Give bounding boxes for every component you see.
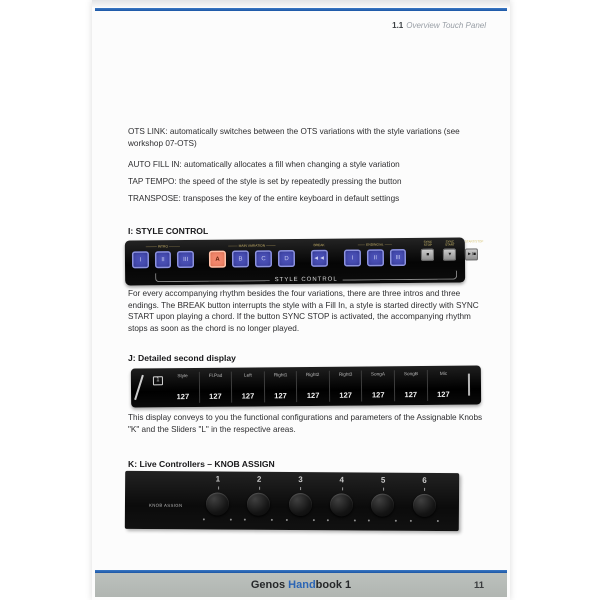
break-button: ◄◄ (311, 250, 328, 267)
channel-name: Right1 (273, 373, 288, 378)
top-divider (95, 8, 507, 11)
display-channels (167, 370, 459, 404)
footer-title-part2: Hand (288, 579, 316, 591)
start-stop-unit (464, 240, 484, 260)
knob-2 (247, 493, 270, 516)
sync-stop-unit (420, 241, 435, 261)
intro-group-label: INTRO (146, 245, 180, 249)
channel-songb (394, 370, 427, 401)
main-variation-button-d: D (278, 250, 295, 267)
knob-number: 4 (339, 475, 345, 485)
second-display-photo (131, 365, 481, 407)
knob-1 (206, 492, 229, 515)
intro-button-3: III (177, 251, 194, 268)
sync-stop-icon: ■ (426, 252, 430, 258)
ending-button-3: III (390, 249, 407, 266)
knob-units (197, 474, 445, 531)
channel-flpad (198, 372, 231, 403)
knob-number: 5 (380, 475, 386, 485)
start-stop-button (465, 248, 478, 260)
knob-number: 1 (215, 474, 221, 484)
channel-name: Mic (439, 371, 447, 377)
sync-start-icon: ▼ (447, 252, 453, 258)
knob-unit-4 (321, 475, 363, 530)
intro-buttons (132, 251, 194, 269)
section-title: Overview Touch Panel (406, 21, 486, 30)
sync-stop-label: SYNC STOP (423, 240, 432, 247)
ending-button-1: I (344, 249, 361, 266)
channel-right2 (296, 371, 329, 402)
channel-value: 127 (306, 390, 320, 400)
style-control-bracket (155, 271, 457, 283)
channel-name: SongB (403, 372, 418, 377)
scanned-page (92, 0, 510, 600)
channel-value: 127 (241, 391, 255, 401)
heading-second-display: J: Detailed second display (128, 353, 236, 363)
start-stop-icon: ►/■ (467, 252, 477, 257)
paragraph-ots-link: OTS LINK: automatically switches between the OTS variations with the style variations (see workshop 07-OTS) (128, 127, 460, 148)
channel-value: 127 (176, 392, 190, 402)
section-number: 1.1 (392, 21, 404, 30)
main-variation-button-b: B (232, 250, 249, 267)
intro-button-1: I (132, 251, 149, 268)
ending-group-label: ENDING/rit. (358, 243, 392, 247)
sync-start-unit (442, 241, 457, 261)
style-control-panel-photo (125, 238, 484, 286)
knob-number: 2 (256, 474, 262, 484)
main-variation-buttons (209, 250, 295, 268)
ending-group (344, 241, 406, 267)
knob-assign-label: KNOB ASSIGN (148, 503, 183, 509)
ending-buttons (344, 249, 406, 267)
paragraph-auto-fill: AUTO FILL IN: automatically allocates a fill when changing a style variation (128, 160, 400, 169)
intro-button-2: II (155, 251, 172, 268)
sync-stop-button (421, 249, 434, 261)
knob-3 (289, 493, 312, 516)
channel-value: 127 (371, 390, 385, 400)
channel-name: Right3 (338, 372, 353, 378)
channel-right3 (329, 371, 362, 402)
channel-value: 127 (339, 390, 352, 400)
knob-unit-1 (197, 474, 239, 529)
sync-start-label: SYNC START (444, 240, 455, 247)
channel-songa (361, 370, 394, 401)
paragraph-display-desc: This display conveys to you the functional configurations and parameters of the Assignable Knobs "K" and the Sliders "L" in the respective areas. (128, 413, 483, 434)
channel-right1 (264, 371, 297, 402)
balance-icon: 1 (153, 376, 163, 385)
transport-group (420, 240, 484, 261)
knob-assign-panel-photo (125, 471, 459, 531)
knob-number: 6 (422, 475, 427, 485)
knob-4 (330, 493, 353, 516)
footer-book-title (95, 579, 507, 591)
channel-value: 127 (209, 391, 222, 401)
footer-title-part1: Genos (250, 579, 289, 591)
main-variation-button-c: C (255, 250, 272, 267)
paragraph-style-control-desc: For every accompanying rhythm besides the four variations, there are three intros and three endings. The BREAK button interrupts the style with a Fill In, a style is started directly with SYNC START upon playing a chord. If the button SYNC STOP is activated, the accompanying rhythm stops as soon as the chord is no longer played. (128, 289, 479, 333)
channel-left (231, 371, 264, 402)
channel-name: Fl.Pad (208, 373, 223, 379)
sync-start-button (443, 249, 456, 261)
start-stop-label: START/STOP (464, 240, 484, 244)
channel-name: SongA (371, 372, 386, 378)
ending-button-2: II (367, 249, 384, 266)
channel-name: Right2 (306, 372, 320, 378)
channel-name: Left (243, 373, 252, 379)
main-variation-group-label: MAIN VARIATION (228, 244, 275, 248)
channel-value: 127 (404, 390, 418, 400)
paragraph-tap-tempo: TAP TEMPO: the speed of the style is set by repeatedly pressing the button (128, 177, 402, 186)
main-variation-group (209, 242, 295, 268)
style-control-panel-label: STYLE CONTROL (270, 277, 343, 284)
break-group (307, 242, 332, 267)
main-variation-button-a: A (209, 251, 226, 268)
intro-group (132, 243, 194, 269)
knob-number: 3 (298, 475, 303, 485)
knob-unit-3 (279, 475, 321, 530)
knob-unit-6 (403, 476, 445, 531)
heading-knob-assign: K: Live Controllers – KNOB ASSIGN (128, 459, 275, 469)
page-number: 11 (473, 579, 484, 591)
break-group-label: BREAK (313, 243, 325, 247)
page-header (392, 21, 486, 30)
break-buttons (307, 250, 331, 267)
footer-bar (95, 573, 507, 597)
page-top-edge (92, 0, 510, 7)
paragraph-transpose: TRANSPOSE: transposes the key of the entire keyboard in default settings (128, 194, 400, 203)
channel-value: 127 (274, 391, 287, 401)
footer-title-part3: book 1 (315, 579, 352, 591)
knob-unit-5 (362, 475, 404, 530)
knob-5 (371, 494, 394, 517)
heading-style-control: I: STYLE CONTROL (128, 226, 209, 236)
knob-6 (413, 494, 436, 517)
channel-style (167, 372, 199, 403)
knob-unit-2 (238, 475, 280, 530)
channel-mic (426, 370, 459, 401)
channel-value: 127 (437, 389, 450, 399)
channel-name: Style (177, 374, 188, 379)
